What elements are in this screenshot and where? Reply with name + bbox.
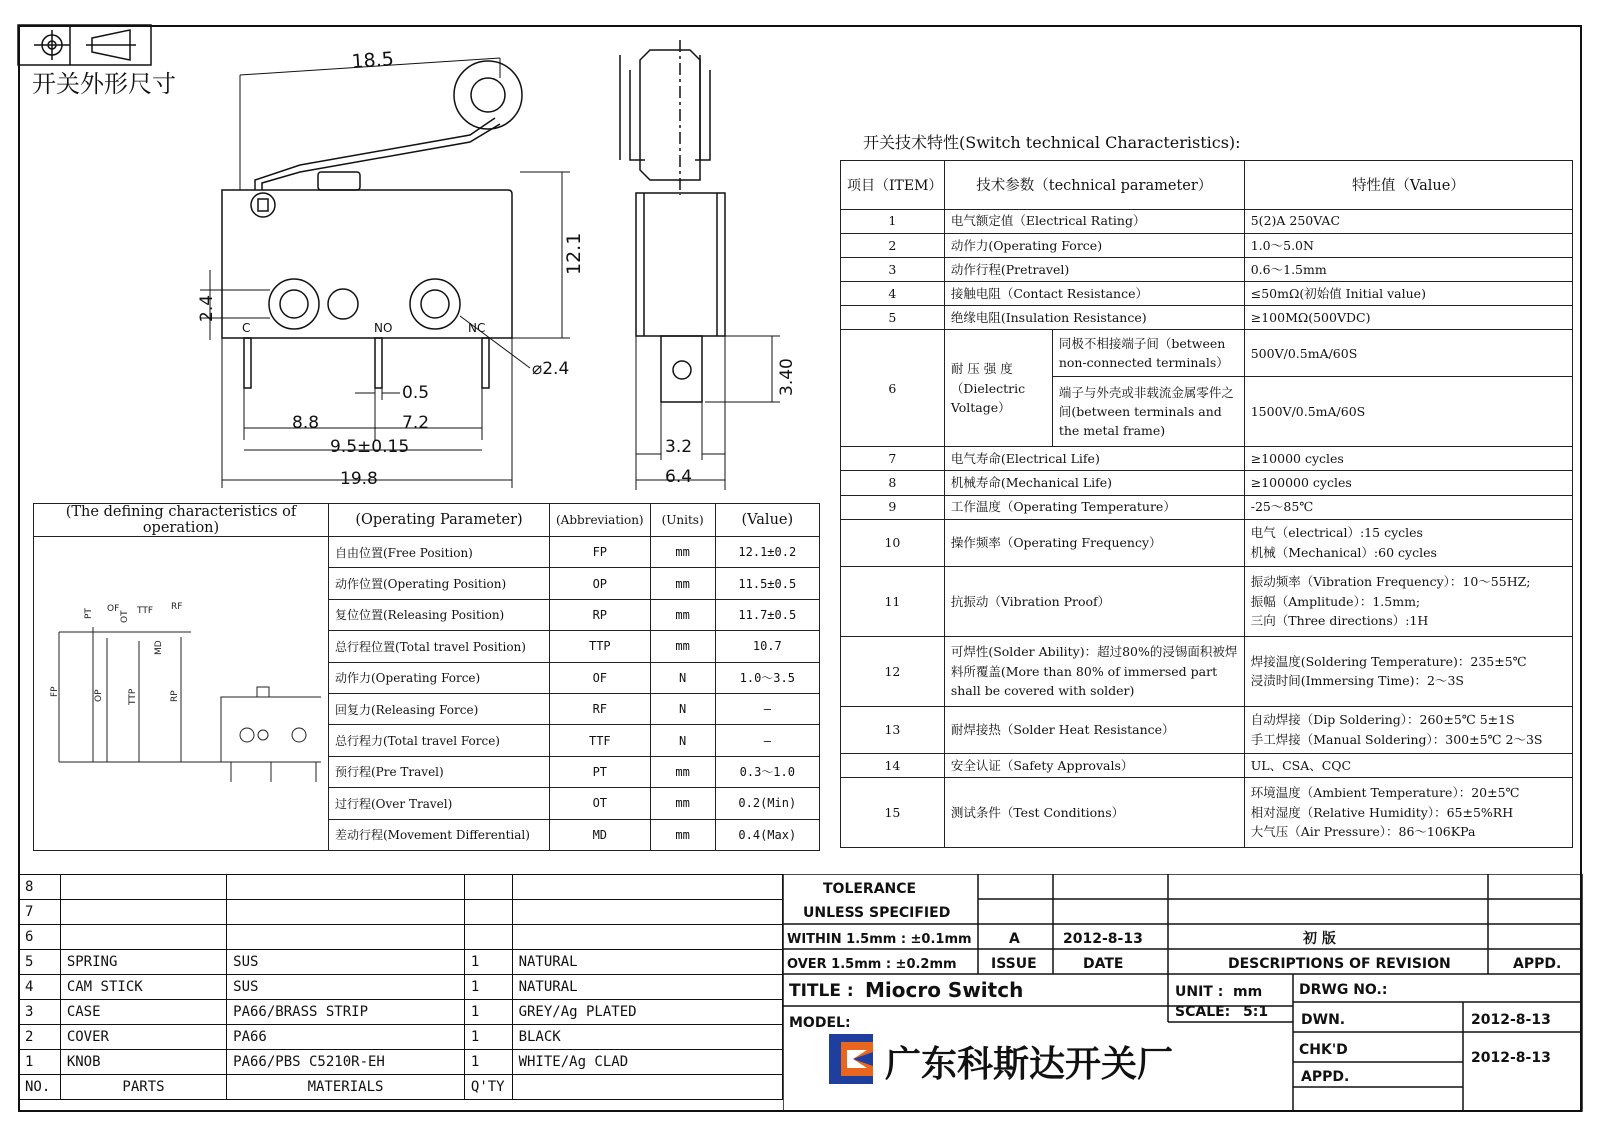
mini-label-rp: RP bbox=[170, 690, 180, 702]
bom-footer-no: NO. bbox=[19, 1075, 61, 1100]
tech-param: 抗振动（Vibration Proof） bbox=[944, 566, 1244, 636]
tech-no: 9 bbox=[841, 495, 945, 519]
roller-outer bbox=[454, 61, 522, 129]
table-row bbox=[841, 447, 1573, 471]
bom-part: KNOB bbox=[60, 1050, 226, 1075]
dim-lever-length: 18.5 bbox=[350, 48, 395, 73]
op-unit: mm bbox=[650, 568, 715, 599]
op-param: 过行程(Over Travel) bbox=[329, 788, 550, 819]
op-abbr: TTP bbox=[550, 631, 651, 662]
bom-material: PA66/BRASS STRIP bbox=[227, 1000, 465, 1025]
plunger bbox=[318, 172, 360, 190]
company-logo-icon bbox=[829, 1034, 873, 1084]
bom-qty: 1 bbox=[464, 1050, 512, 1075]
dwn-label: DWN. bbox=[1301, 1012, 1346, 1028]
op-param: 动作力(Operating Force) bbox=[329, 662, 550, 693]
terminal-no-label: NO bbox=[374, 321, 393, 335]
projection-circle-icon bbox=[34, 30, 70, 60]
bom-no: 5 bbox=[19, 950, 61, 975]
tech-no: 6 bbox=[841, 330, 945, 447]
tech-param: 耐 压 强 度（Dielectric Voltage） bbox=[944, 330, 1052, 447]
bom-material: PA66 bbox=[227, 1025, 465, 1050]
bom-row bbox=[19, 950, 783, 975]
tech-value: 1500V/0.5mA/60S bbox=[1244, 377, 1572, 447]
dim-pin-thick: 3.2 bbox=[665, 437, 693, 457]
bom-row bbox=[19, 925, 783, 950]
bom-no: 6 bbox=[19, 925, 61, 950]
op-abbr: TTF bbox=[550, 725, 651, 756]
table-row bbox=[841, 233, 1573, 257]
op-value: 12.1±0.2 bbox=[715, 537, 819, 568]
op-header-parameter: (Operating Parameter) bbox=[329, 504, 550, 537]
table-row bbox=[841, 636, 1573, 706]
op-unit: mm bbox=[650, 631, 715, 662]
tech-param: 电气寿命(Electrical Life) bbox=[944, 447, 1244, 471]
dim-no-nc: 7.2 bbox=[402, 413, 430, 433]
mini-label-rf: RF bbox=[171, 602, 183, 612]
dim-hole-dia: ⌀2.4 bbox=[532, 359, 570, 379]
technical-characteristics-table bbox=[840, 160, 1573, 848]
dimension-drawing bbox=[0, 0, 820, 500]
mini-switch-diagram bbox=[41, 537, 321, 847]
tech-value: 0.6～1.5mm bbox=[1244, 257, 1572, 281]
mini-label-ot: OT bbox=[120, 610, 130, 623]
bom-row bbox=[19, 1025, 783, 1050]
revision-value: 初 版 bbox=[1303, 931, 1336, 947]
issue-label: ISSUE bbox=[991, 956, 1037, 972]
bom-no: 4 bbox=[19, 975, 61, 1000]
tech-value: 振动频率（Vibration Frequency）：10～55HZ; 振幅（Amplitude）：1.5mm; 三向（Three directions）:1H bbox=[1244, 566, 1572, 636]
tech-param: 动作行程(Pretravel) bbox=[944, 257, 1244, 281]
table-row bbox=[841, 209, 1573, 233]
scale-label: SCALE: bbox=[1175, 1004, 1231, 1020]
op-value: 11.7±0.5 bbox=[715, 599, 819, 630]
op-unit: mm bbox=[650, 819, 715, 850]
tech-no: 13 bbox=[841, 706, 945, 753]
tech-no: 1 bbox=[841, 209, 945, 233]
op-abbr: RP bbox=[550, 599, 651, 630]
date-label: DATE bbox=[1083, 956, 1124, 972]
op-param: 自由位置(Free Position) bbox=[329, 537, 550, 568]
bom-finish: NATURAL bbox=[512, 975, 782, 1000]
mini-label-ttp: TTP bbox=[128, 688, 138, 705]
tech-value: 5(2)A 250VAC bbox=[1244, 209, 1572, 233]
bom-finish: NATURAL bbox=[512, 950, 782, 975]
op-abbr: FP bbox=[550, 537, 651, 568]
tech-header-item: 项目（ITEM） bbox=[841, 161, 945, 210]
tech-value: ≤50mΩ(初始值 Initial value) bbox=[1244, 281, 1572, 305]
tech-param: 机械寿命(Mechanical Life) bbox=[944, 471, 1244, 495]
bom-row bbox=[19, 1000, 783, 1025]
bom-finish bbox=[512, 875, 782, 900]
bom-row bbox=[19, 875, 783, 900]
op-param: 总行程力(Total travel Force) bbox=[329, 725, 550, 756]
mini-diagram-cell bbox=[34, 537, 329, 851]
chkd-date: 2012-8-13 bbox=[1471, 1050, 1551, 1066]
tech-value: 环境温度（Ambient Temperature）：20±5℃ 相对湿度（Relative Humidity）：65±5%RH 大气压（Air Pressure）：86～106KPa bbox=[1244, 777, 1572, 847]
bom-finish bbox=[512, 900, 782, 925]
table-row bbox=[841, 257, 1573, 281]
tech-sub-param: 同极不相接端子间（between non-connected terminals） bbox=[1052, 330, 1244, 377]
tech-no: 12 bbox=[841, 636, 945, 706]
op-abbr: OF bbox=[550, 662, 651, 693]
table-row bbox=[841, 566, 1573, 636]
op-header-defining: (The defining characteristics of operation) bbox=[34, 504, 329, 537]
tech-header-parameter: 技术参数（technical parameter） bbox=[944, 161, 1244, 210]
issue-value: A bbox=[1009, 931, 1020, 947]
tolerance-label: TOLERANCE bbox=[823, 881, 917, 897]
table-row bbox=[841, 306, 1573, 330]
dim-body-length: 19.8 bbox=[340, 469, 378, 489]
bom-footer-finish bbox=[512, 1075, 782, 1100]
op-unit: mm bbox=[650, 788, 715, 819]
op-abbr: PT bbox=[550, 756, 651, 787]
tech-param: 工作温度（Operating Temperature） bbox=[944, 495, 1244, 519]
op-value: 1.0～3.5 bbox=[715, 662, 819, 693]
bom-finish: WHITE/Ag CLAD bbox=[512, 1050, 782, 1075]
bom-row bbox=[19, 975, 783, 1000]
bom-finish: BLACK bbox=[512, 1025, 782, 1050]
tech-value: ≥10000 cycles bbox=[1244, 447, 1572, 471]
op-param: 复位位置(Releasing Position) bbox=[329, 599, 550, 630]
unit-value: mm bbox=[1233, 984, 1263, 1000]
op-param: 差动行程(Movement Differential) bbox=[329, 819, 550, 850]
bom-finish: GREY/Ag PLATED bbox=[512, 1000, 782, 1025]
appd-label: APPD. bbox=[1513, 956, 1562, 972]
shape-dimensions-title: 开关外形尺寸 bbox=[32, 70, 176, 98]
op-unit: N bbox=[650, 662, 715, 693]
bom-part: CASE bbox=[60, 1000, 226, 1025]
bom-qty bbox=[464, 925, 512, 950]
over-tolerance: OVER 1.5mm : ±0.2mm bbox=[787, 957, 957, 972]
op-value: 0.3～1.0 bbox=[715, 756, 819, 787]
tech-value: 500V/0.5mA/60S bbox=[1244, 330, 1572, 377]
op-header-value: (Value) bbox=[715, 504, 819, 537]
bom-row bbox=[19, 900, 783, 925]
tech-sub-param: 端子与外壳或非载流金属零件之间(between terminals and the metal frame) bbox=[1052, 377, 1244, 447]
title-block bbox=[783, 874, 1583, 1112]
tech-no: 11 bbox=[841, 566, 945, 636]
bom-part: CAM STICK bbox=[60, 975, 226, 1000]
table-row bbox=[34, 537, 820, 568]
op-value: — bbox=[715, 725, 819, 756]
tech-value: 1.0～5.0N bbox=[1244, 233, 1572, 257]
bom-footer-parts: PARTS bbox=[60, 1075, 226, 1100]
operating-parameter-table bbox=[33, 503, 820, 851]
unless-specified-label: UNLESS SPECIFIED bbox=[803, 905, 951, 921]
bom-material: SUS bbox=[227, 950, 465, 975]
terminal-c-label: C bbox=[242, 321, 251, 335]
mini-label-op: OP bbox=[94, 689, 104, 702]
company-name: 广东科斯达开关厂 bbox=[885, 1044, 1174, 1085]
op-value: — bbox=[715, 693, 819, 724]
tech-param: 耐焊接热（Solder Heat Resistance） bbox=[944, 706, 1244, 753]
scale-value: 5:1 bbox=[1243, 1004, 1269, 1020]
bom-no: 8 bbox=[19, 875, 61, 900]
bom-material: SUS bbox=[227, 975, 465, 1000]
bom-part bbox=[60, 925, 226, 950]
op-value: 11.5±0.5 bbox=[715, 568, 819, 599]
bom-no: 1 bbox=[19, 1050, 61, 1075]
dim-pin-length: 3.40 bbox=[777, 358, 797, 396]
table-row bbox=[841, 777, 1573, 847]
bom-no: 2 bbox=[19, 1025, 61, 1050]
dim-body-width: 6.4 bbox=[665, 467, 693, 487]
drwg-no-label: DRWG NO.: bbox=[1299, 982, 1388, 998]
switch-side-view bbox=[222, 61, 522, 388]
table-row bbox=[841, 471, 1573, 495]
table-row bbox=[841, 753, 1573, 777]
table-row bbox=[841, 706, 1573, 753]
bom-qty: 1 bbox=[464, 1000, 512, 1025]
op-unit: N bbox=[650, 693, 715, 724]
op-param: 回复力(Releasing Force) bbox=[329, 693, 550, 724]
bom-qty bbox=[464, 900, 512, 925]
model-label: MODEL: bbox=[789, 1015, 851, 1031]
tech-param: 操作频率（Operating Frequency） bbox=[944, 519, 1244, 566]
date-value: 2012-8-13 bbox=[1063, 931, 1143, 947]
title-value: Miocro Switch bbox=[865, 978, 1024, 1002]
bom-footer-qty: Q'TY bbox=[464, 1075, 512, 1100]
dim-pin-offset: 2.4 bbox=[197, 294, 217, 322]
op-value: 0.2(Min) bbox=[715, 788, 819, 819]
tech-value: ≥100000 cycles bbox=[1244, 471, 1572, 495]
bom-finish bbox=[512, 925, 782, 950]
tech-param: 安全认证（Safety Approvals） bbox=[944, 753, 1244, 777]
bom-no: 3 bbox=[19, 1000, 61, 1025]
mini-label-ttf: TTF bbox=[137, 606, 154, 616]
op-header-abbr: (Abbreviation) bbox=[550, 504, 651, 537]
bom-part bbox=[60, 900, 226, 925]
tech-no: 14 bbox=[841, 753, 945, 777]
dim-c-nc: 9.5±0.15 bbox=[330, 437, 410, 457]
dim-pin-width: 0.5 bbox=[402, 383, 430, 403]
op-abbr: MD bbox=[550, 819, 651, 850]
tech-value: ≥100MΩ(500VDC) bbox=[1244, 306, 1572, 330]
op-param: 动作位置(Operating Position) bbox=[329, 568, 550, 599]
terminal-nc-label: NC bbox=[468, 321, 486, 335]
mini-label-of: OF bbox=[107, 604, 120, 614]
op-value: 0.4(Max) bbox=[715, 819, 819, 850]
tech-value: UL、CSA、CQC bbox=[1244, 753, 1572, 777]
revision-label: DESCRIPTIONS OF REVISION bbox=[1228, 956, 1451, 972]
unit-label: UNIT : bbox=[1175, 984, 1224, 1000]
op-abbr: OP bbox=[550, 568, 651, 599]
bom-part bbox=[60, 875, 226, 900]
chkd-label: CHK'D bbox=[1299, 1042, 1348, 1058]
tech-no: 4 bbox=[841, 281, 945, 305]
mini-label-fp: FP bbox=[50, 686, 60, 697]
bom-footer bbox=[19, 1075, 783, 1100]
appd2-label: APPD. bbox=[1301, 1069, 1350, 1085]
bom-footer-materials: MATERIALS bbox=[227, 1075, 465, 1100]
bill-of-materials bbox=[18, 874, 783, 1100]
tech-header-value: 特性值（Value） bbox=[1244, 161, 1572, 210]
table-row bbox=[841, 281, 1573, 305]
bom-qty: 1 bbox=[464, 1025, 512, 1050]
tech-no: 7 bbox=[841, 447, 945, 471]
table-row bbox=[841, 519, 1573, 566]
op-unit: mm bbox=[650, 756, 715, 787]
tech-no: 8 bbox=[841, 471, 945, 495]
tech-no: 10 bbox=[841, 519, 945, 566]
within-tolerance: WITHIN 1.5mm : ±0.1mm bbox=[787, 932, 972, 947]
dim-height: 12.1 bbox=[563, 232, 585, 275]
bom-material bbox=[227, 900, 465, 925]
front-pin bbox=[661, 336, 702, 402]
dwn-date: 2012-8-13 bbox=[1471, 1012, 1551, 1028]
bom-material bbox=[227, 925, 465, 950]
tech-no: 2 bbox=[841, 233, 945, 257]
op-param: 总行程位置(Total travel Position) bbox=[329, 631, 550, 662]
op-unit: N bbox=[650, 725, 715, 756]
tech-value: -25～85℃ bbox=[1244, 495, 1572, 519]
tech-param: 接触电阻（Contact Resistance） bbox=[944, 281, 1244, 305]
bom-no: 7 bbox=[19, 900, 61, 925]
op-unit: mm bbox=[650, 537, 715, 568]
op-unit: mm bbox=[650, 599, 715, 630]
roller-inner bbox=[471, 78, 505, 112]
tech-param: 电气额定值（Electrical Rating） bbox=[944, 209, 1244, 233]
tech-param: 绝缘电阻(Insulation Resistance) bbox=[944, 306, 1244, 330]
bom-row bbox=[19, 1050, 783, 1075]
mini-label-pt: PT bbox=[84, 608, 94, 619]
bom-qty: 1 bbox=[464, 950, 512, 975]
tech-param: 测试条件（Test Conditions） bbox=[944, 777, 1244, 847]
bom-material bbox=[227, 875, 465, 900]
tech-no: 3 bbox=[841, 257, 945, 281]
table-row bbox=[841, 495, 1573, 519]
op-value: 10.7 bbox=[715, 631, 819, 662]
tech-value: 电气（electrical）:15 cycles 机械（Mechanical）:60 cycles bbox=[1244, 519, 1572, 566]
op-abbr: OT bbox=[550, 788, 651, 819]
bom-part: COVER bbox=[60, 1025, 226, 1050]
op-abbr: RF bbox=[550, 693, 651, 724]
bom-qty: 1 bbox=[464, 975, 512, 1000]
tech-no: 5 bbox=[841, 306, 945, 330]
bom-qty bbox=[464, 875, 512, 900]
tech-table-title: 开关技术特性(Switch technical Characteristics): bbox=[863, 133, 1241, 152]
tech-param: 可焊性(Solder Ability)：超过80%的浸锡面积被焊料所覆盖(More than 80% of immersed part shall be covered with solder) bbox=[944, 636, 1244, 706]
dim-c-no: 8.8 bbox=[292, 413, 320, 433]
title-label: TITLE : bbox=[789, 981, 854, 1001]
op-header-units: (Units) bbox=[650, 504, 715, 537]
bom-part: SPRING bbox=[60, 950, 226, 975]
front-body bbox=[636, 193, 725, 336]
tech-param: 动作力(Operating Force) bbox=[944, 233, 1244, 257]
mini-label-md: MD bbox=[154, 640, 164, 655]
table-row bbox=[841, 330, 1573, 377]
bom-material: PA66/PBS C5210R-EH bbox=[227, 1050, 465, 1075]
tech-value: 自动焊接（Dip Soldering）：260±5℃ 5±1S 手工焊接（Manual Soldering）：300±5℃ 2～3S bbox=[1244, 706, 1572, 753]
tech-value: 焊接温度(Soldering Temperature)：235±5℃ 浸渍时间(Immersing Time)：2～3S bbox=[1244, 636, 1572, 706]
tech-no: 15 bbox=[841, 777, 945, 847]
op-param: 预行程(Pre Travel) bbox=[329, 756, 550, 787]
